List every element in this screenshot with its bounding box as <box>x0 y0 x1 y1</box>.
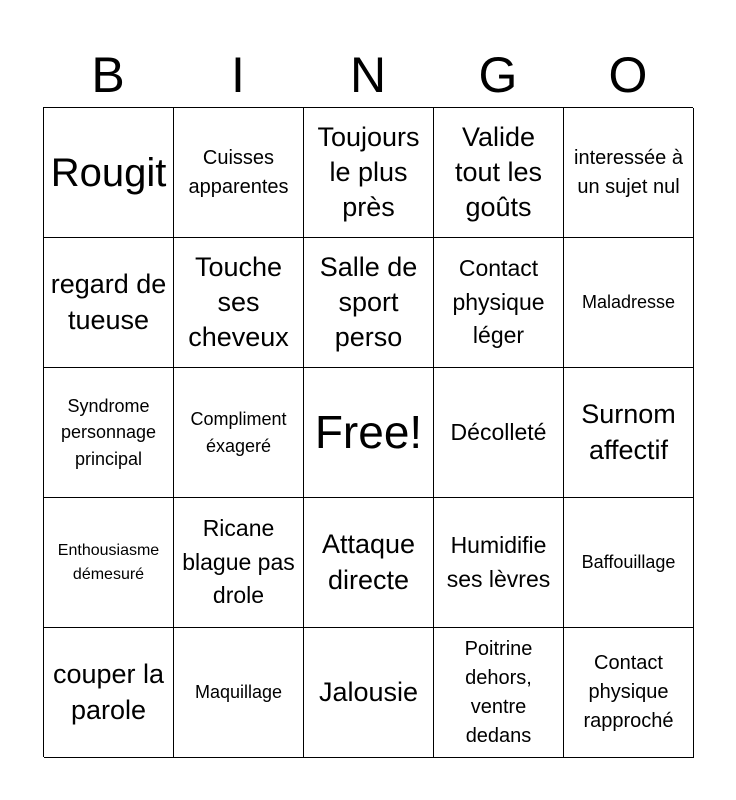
bingo-cell[interactable]: Compliment éxageré <box>174 368 304 498</box>
bingo-cell[interactable]: regard de tueuse <box>44 238 174 368</box>
header-letter-i: I <box>231 47 245 103</box>
bingo-cell[interactable]: Maladresse <box>564 238 694 368</box>
bingo-cell[interactable]: Enthousiasme démesuré <box>44 498 174 628</box>
bingo-board <box>43 107 693 757</box>
bingo-cell[interactable]: Syndrome personnage principal <box>44 368 174 498</box>
bingo-cell[interactable]: Touche ses cheveux <box>174 238 304 368</box>
bingo-cell[interactable]: Humidifie ses lèvres <box>434 498 564 628</box>
bingo-cell[interactable]: Surnom affectif <box>564 368 694 498</box>
bingo-cell[interactable]: couper la parole <box>44 628 174 758</box>
bingo-cell[interactable]: Cuisses apparentes <box>174 108 304 238</box>
bingo-cell[interactable]: interessée à un sujet nul <box>564 108 694 238</box>
bingo-cell[interactable]: Contact physique rapproché <box>564 628 694 758</box>
bingo-header <box>43 44 693 106</box>
bingo-cell[interactable]: Salle de sport perso <box>304 238 434 368</box>
header-letter-b: B <box>91 47 125 103</box>
bingo-cell[interactable]: Décolleté <box>434 368 564 498</box>
header-letter-g: G <box>478 47 518 103</box>
header-letter-o: O <box>608 47 648 103</box>
bingo-cell[interactable]: Valide tout les goûts <box>434 108 564 238</box>
bingo-cell[interactable]: Toujours le plus près <box>304 108 434 238</box>
bingo-cell[interactable]: Rougit <box>44 108 174 238</box>
free-cell[interactable]: Free! <box>304 368 434 498</box>
bingo-cell[interactable]: Maquillage <box>174 628 304 758</box>
bingo-cell[interactable]: Jalousie <box>304 628 434 758</box>
bingo-cell[interactable]: Contact physique léger <box>434 238 564 368</box>
bingo-cell[interactable]: Baffouillage <box>564 498 694 628</box>
bingo-cell[interactable]: Ricane blague pas drole <box>174 498 304 628</box>
header-letter-n: N <box>349 47 387 103</box>
bingo-cell[interactable]: Poitrine dehors, ventre dedans <box>434 628 564 758</box>
bingo-cell[interactable]: Attaque directe <box>304 498 434 628</box>
